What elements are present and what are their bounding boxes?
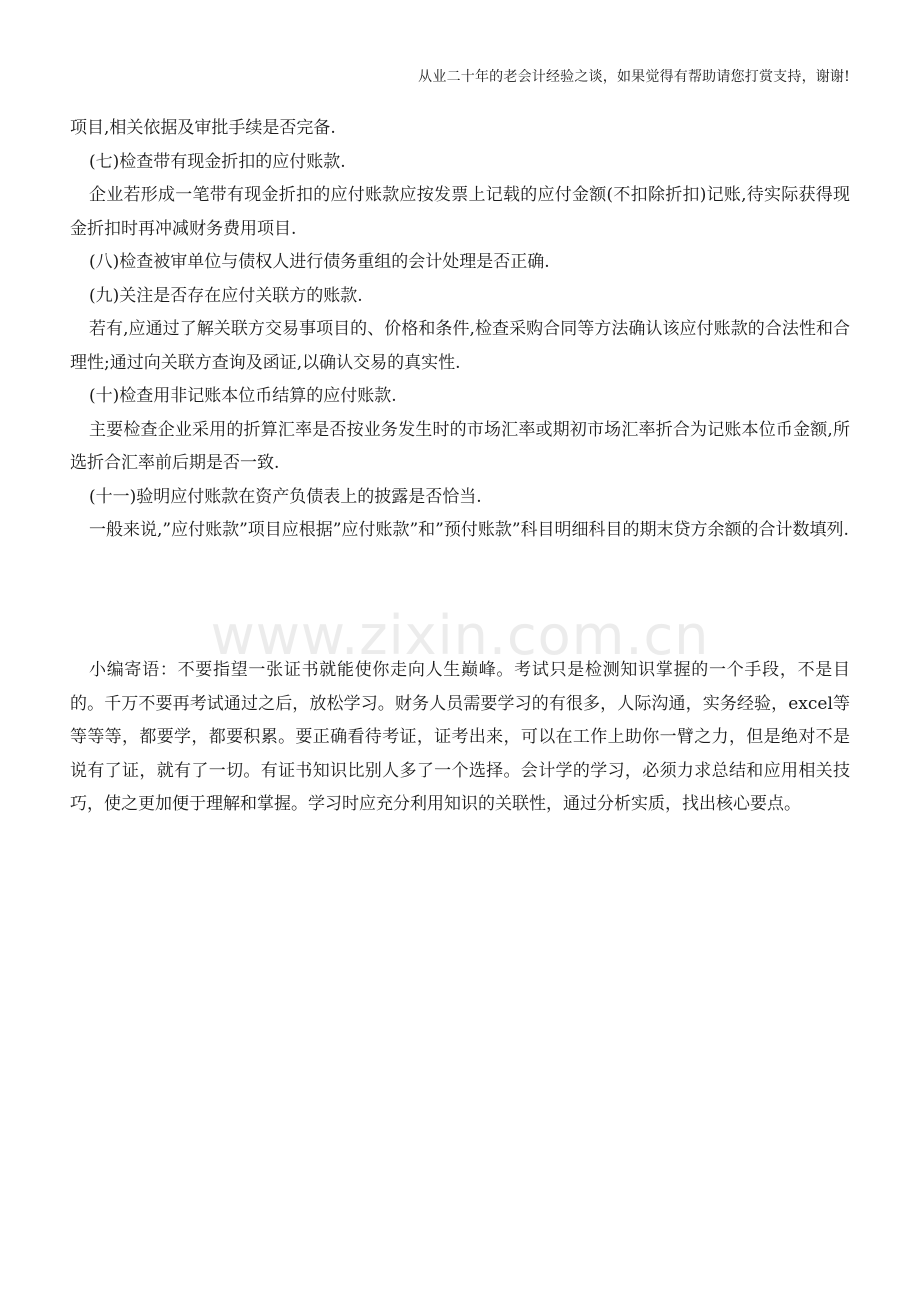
paragraph-heading-9: (九)关注是否存在应付关联方的账款. xyxy=(89,285,363,306)
paragraph-heading-10: (十)检查用非记账本位币结算的应付账款. xyxy=(89,386,397,406)
body-text xyxy=(70,112,850,548)
paragraph-continuation: 项目,相关依据及审批手续是否完备. xyxy=(70,118,336,138)
paragraph: 一般来说,”应付账款”项目应根据”应付账款”和”预付账款”科目明细科目的期末贷方余额的合计数填列. xyxy=(89,520,849,540)
closing-remarks: 小编寄语：不要指望一张证书就能使你走向人生巅峰。考试只是检测知识掌握的一个手段，不是目的。千万不要再考试通过之后，放松学习。财务人员需要学习的有很多，人际沟通，实务经验，excel等等等等，都要学，都要积累。要正确看待考证，证考出来，可以在工作上助你一臂之力，但是绝对不是说有了证，就有了一切。有证书知识比别人多了一个选择。会计学的学习，必须力求总结和应用相关技巧，使之更加便于理解和掌握。学习时应充分利用知识的关联性，通过分析实质，找出核心要点。 xyxy=(70,660,850,814)
watermark: www.zixin.com.cn xyxy=(210,604,710,667)
paragraph-heading-7: (七)检查带有现金折扣的应付账款. xyxy=(89,151,346,172)
paragraph-heading-8: (八)检查被审单位与债权人进行债务重组的会计处理是否正确. xyxy=(89,252,550,272)
header-note: 从业二十年的老会计经验之谈，如果觉得有帮助请您打赏支持，谢谢! xyxy=(418,69,850,85)
paragraph-heading-11: (十一)验明应付账款在资产负债表上的披露是否恰当. xyxy=(89,486,482,507)
paragraph: 若有,应通过了解关联方交易事项目的、价格和条件,检查采购合同等方法确认该应付账款的合法性和合理性;通过向关联方查询及函证,以确认交易的真实性. xyxy=(70,319,850,373)
paragraph: 企业若形成一笔带有现金折扣的应付账款应按发票上记载的应付金额(不扣除折扣)记账,待实际获得现金折扣时再冲减财务费用项目. xyxy=(70,185,850,239)
paragraph: 主要检查企业采用的折算汇率是否按业务发生时的市场汇率或期初市场汇率折合为记账本位币金额,所选折合汇率前后期是否一致. xyxy=(70,419,850,473)
